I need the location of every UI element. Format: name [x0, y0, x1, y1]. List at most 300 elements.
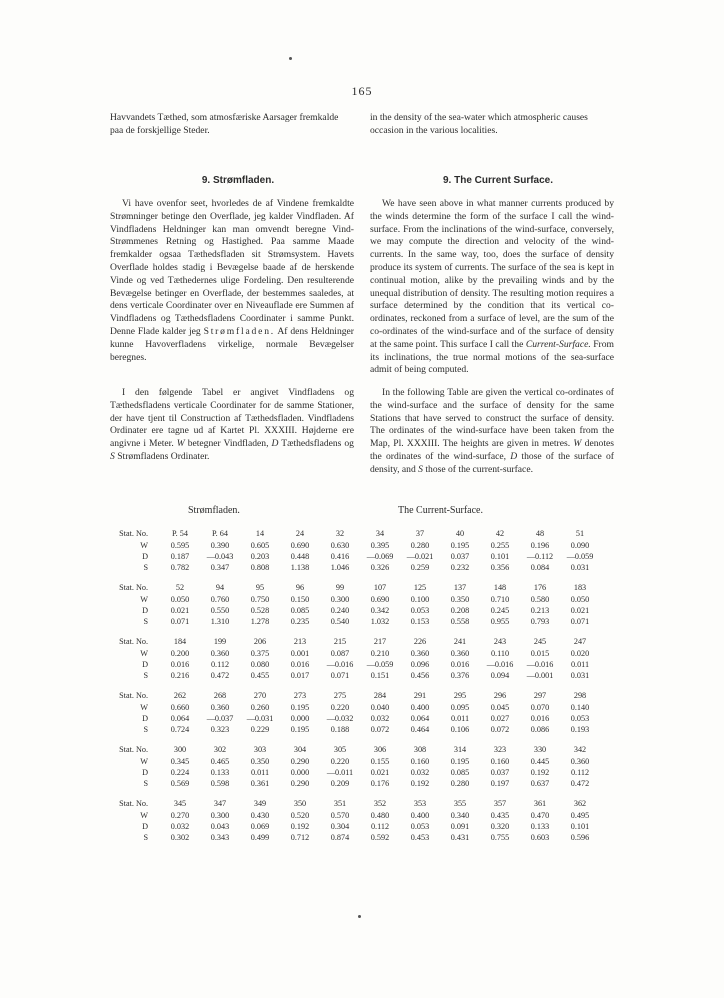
- table-cell: 0.220: [330, 703, 350, 712]
- table-cell: 0.043: [210, 822, 230, 831]
- row-label: S: [143, 671, 148, 680]
- table-cell: 0.192: [530, 768, 550, 777]
- table-cell: 0.724: [170, 725, 190, 734]
- table-cell: 0.072: [490, 725, 510, 734]
- right-p2-S: S: [418, 463, 423, 475]
- wind-row: [108, 649, 608, 660]
- table-cell: 0.395: [370, 541, 390, 550]
- table-cell: 0.053: [410, 822, 430, 831]
- left-p1: [110, 198, 354, 364]
- right-p2-W: W: [573, 438, 582, 450]
- table-cell: 0.072: [370, 725, 390, 734]
- table-cell: 361: [533, 799, 547, 808]
- table-cell: 0.195: [450, 541, 470, 550]
- table-cell: 0.304: [330, 822, 350, 831]
- table-cell: 34: [375, 529, 385, 538]
- table-cell: 0.090: [570, 541, 590, 550]
- table-cell: 0.782: [170, 563, 190, 572]
- table-cell: 125: [413, 583, 427, 592]
- table-cell: —0.043: [206, 552, 234, 561]
- table-cell: 0.197: [490, 779, 510, 788]
- table-header-right: The Current-Surface.: [398, 505, 483, 516]
- table-cell: 0.071: [570, 617, 590, 626]
- table-cell: 0.760: [210, 595, 230, 604]
- table-cell: 0.323: [210, 725, 230, 734]
- table-cell: 0.455: [250, 671, 270, 680]
- table-cell: 0.596: [570, 833, 590, 842]
- row-label: Stat. No.: [119, 529, 148, 538]
- table-cell: 308: [413, 745, 427, 754]
- table-cell: 0.350: [250, 757, 270, 766]
- table-cell: 270: [253, 691, 267, 700]
- table-cell: 0.320: [490, 822, 510, 831]
- table-cell: 351: [333, 799, 347, 808]
- table-cell: 0.660: [170, 703, 190, 712]
- table-cell: —0.016: [486, 660, 514, 669]
- table-cell: 0.071: [170, 617, 190, 626]
- table-cell: 0.095: [450, 703, 470, 712]
- table-cell: 1.278: [250, 617, 270, 626]
- density-row: [108, 822, 608, 833]
- density-row: [108, 606, 608, 617]
- right-heading: 9. The Current Surface.: [442, 175, 554, 186]
- table-cell: 0.045: [490, 703, 510, 712]
- row-label: S: [143, 833, 148, 842]
- table-cell: 0.027: [490, 714, 510, 723]
- wind-row: [108, 541, 608, 552]
- table-cell: 284: [373, 691, 387, 700]
- table-cell: 94: [215, 583, 225, 592]
- table-cell: 0.550: [210, 606, 230, 615]
- table-cell: 0.085: [290, 606, 310, 615]
- right-paragraph-1: [370, 198, 614, 377]
- table-cell: 0.195: [290, 725, 310, 734]
- left-paragraph-1: [110, 198, 354, 364]
- left-column: [110, 112, 354, 138]
- station-row: [108, 799, 608, 810]
- left-heading-wrap: [110, 175, 354, 188]
- table-cell: 0.416: [330, 552, 350, 561]
- left-p2-a: I den følgende Tabel er angivet Vindfladens og Tæthedsfladens verticale Coordinater for de samme Stationer, der have tjent til Construction af Tæthedsfladen. Vindfladens Ordinater ere tagne ud af Kartet Pl. XXXIII. Højderne ere angivne i Meter.: [110, 387, 354, 450]
- table-cell: 0.375: [250, 649, 270, 658]
- table-cell: 0.050: [170, 595, 190, 604]
- table-cell: 0.200: [170, 649, 190, 658]
- table-cell: 353: [413, 799, 427, 808]
- table-cell: 0.470: [530, 811, 550, 820]
- row-label: D: [142, 768, 148, 777]
- table-cell: 0.220: [330, 757, 350, 766]
- table-cell: 0.160: [410, 757, 430, 766]
- table-cell: 0.112: [370, 822, 390, 831]
- speck-bottom: [358, 915, 361, 918]
- table-cell: 0.499: [250, 833, 270, 842]
- left-p2-S: S: [110, 450, 115, 462]
- table-cell: 0.021: [370, 768, 390, 777]
- table-cell: 0.016: [290, 660, 310, 669]
- table-cell: —0.011: [326, 768, 354, 777]
- table-cell: 0.360: [450, 649, 470, 658]
- table-cell: 241: [453, 637, 467, 646]
- table-cell: 226: [413, 637, 427, 646]
- left-p2-W: W: [176, 438, 185, 450]
- table-cell: 268: [213, 691, 227, 700]
- table-cell: 0.245: [490, 606, 510, 615]
- left-p2: [110, 387, 354, 464]
- table-cell: 302: [213, 745, 227, 754]
- table-cell: 0.255: [490, 541, 510, 550]
- table-cell: 0.302: [170, 833, 190, 842]
- table-cell: 0.755: [490, 833, 510, 842]
- table-cell: 0.290: [290, 779, 310, 788]
- row-label: D: [142, 552, 148, 561]
- table-cell: 1.138: [290, 563, 310, 572]
- table-cell: 245: [533, 637, 547, 646]
- table-cell: 350: [293, 799, 307, 808]
- table-cell: 0.356: [490, 563, 510, 572]
- table-cell: —0.037: [206, 714, 234, 723]
- table-cell: 0.069: [250, 822, 270, 831]
- current-row: [108, 563, 608, 574]
- table-cell: 347: [213, 799, 227, 808]
- right-p1-a: We have seen above in what manner currents produced by the winds determine the form of the surface I call the wind-surface. From the inclinations of the wind-surface, conversely, we may compute the direction and velocity of the wind-currents. In the same way, too, does the surface of density produce its system of currents. The surface of the sea is kept in continual motion, alike by the prevailing winds and by the unequal distribution of density. The resulting motion requires a surface determined by the condition that its vertical co-ordinates, reckoned from a surface of level, are the sum of the co-ordinates of the wind-surface and of the surface of density at the same point. This surface I call the: [370, 198, 614, 350]
- table-cell: 345: [173, 799, 187, 808]
- table-cell: 0.208: [450, 606, 470, 615]
- table-cell: 0.040: [370, 703, 390, 712]
- table-cell: 0.347: [210, 563, 230, 572]
- table-cell: 0.465: [210, 757, 230, 766]
- row-label: D: [142, 606, 148, 615]
- table-cell: 0.064: [170, 714, 190, 723]
- table-cell: 0.808: [250, 563, 270, 572]
- table-cell: 0.032: [410, 768, 430, 777]
- table-cell: 0.360: [210, 649, 230, 658]
- density-row: [108, 660, 608, 671]
- table-cell: 0.011: [250, 768, 270, 777]
- station-row: [108, 691, 608, 702]
- table-cell: —0.112: [526, 552, 554, 561]
- row-label: S: [143, 617, 148, 626]
- row-label: W: [140, 649, 148, 658]
- table-cell: 0.472: [210, 671, 230, 680]
- table-cell: 0.110: [490, 649, 510, 658]
- table-cell: 0.874: [330, 833, 350, 842]
- row-label: Stat. No.: [119, 637, 148, 646]
- table-cell: 0.390: [210, 541, 230, 550]
- table-cell: 0.480: [370, 811, 390, 820]
- table-cell: 355: [453, 799, 467, 808]
- table-cell: 0.192: [290, 822, 310, 831]
- table-cell: 296: [493, 691, 507, 700]
- table-cell: 0.037: [490, 768, 510, 777]
- table-cell: 0.032: [370, 714, 390, 723]
- table-cell: 0.280: [450, 779, 470, 788]
- table-cell: 0.793: [530, 617, 550, 626]
- table-cell: 0.085: [450, 768, 470, 777]
- table-cell: 215: [333, 637, 347, 646]
- table-cell: 0.195: [290, 703, 310, 712]
- table-cell: 297: [533, 691, 547, 700]
- table-cell: 0.360: [410, 649, 430, 658]
- table-cell: 0.240: [330, 606, 350, 615]
- table-cell: 0.037: [450, 552, 470, 561]
- table-cell: —0.021: [406, 552, 434, 561]
- table-cell: 206: [253, 637, 267, 646]
- table-cell: P. 64: [212, 529, 228, 538]
- table-cell: 199: [213, 637, 227, 646]
- table-cell: 362: [573, 799, 587, 808]
- table-cell: 137: [453, 583, 467, 592]
- table-cell: 0.326: [370, 563, 390, 572]
- table-cell: 0.210: [370, 649, 390, 658]
- wind-row: [108, 757, 608, 768]
- table-cell: —0.059: [366, 660, 394, 669]
- table-cell: 0.133: [210, 768, 230, 777]
- table-cell: 0.015: [530, 649, 550, 658]
- table-cell: 0.187: [170, 552, 190, 561]
- table-cell: 0.203: [250, 552, 270, 561]
- table-cell: 0.011: [450, 714, 470, 723]
- table-cell: 0.050: [570, 595, 590, 604]
- table-cell: 1.310: [210, 617, 230, 626]
- right-p2-c: those of the surface of density, and: [370, 450, 614, 475]
- table-cell: 0.495: [570, 811, 590, 820]
- table-cell: 0.016: [170, 660, 190, 669]
- left-paragraph-2: [110, 387, 354, 464]
- table-cell: 0.343: [210, 833, 230, 842]
- wind-row: [108, 595, 608, 606]
- right-p2-D: D: [510, 450, 518, 462]
- table-cell: 342: [573, 745, 587, 754]
- table-cell: 0.360: [210, 703, 230, 712]
- table-cell: 0.153: [410, 617, 430, 626]
- table-cell: 0.598: [210, 779, 230, 788]
- right-intro-line-2: occasion in the various localities.: [370, 124, 498, 136]
- table-cell: 0.071: [330, 671, 350, 680]
- table-cell: 0.053: [410, 606, 430, 615]
- table-cell: 0.569: [170, 779, 190, 788]
- table-cell: —0.031: [246, 714, 274, 723]
- table-cell: 95: [255, 583, 265, 592]
- right-p2-a: In the following Table are given the vertical co-ordinates of the wind-surface and the surface of density for the same Stations that have served to construct the surface of density. The ordinates of the wind-surface have been taken from the Map, Pl. XXXIII. The heights are given in metres.: [370, 387, 614, 450]
- table-cell: 295: [453, 691, 467, 700]
- row-label: Stat. No.: [119, 691, 148, 700]
- table-cell: 217: [373, 637, 387, 646]
- table-cell: 0.031: [570, 563, 590, 572]
- table-cell: 0.091: [450, 822, 470, 831]
- table-cell: 0.020: [570, 649, 590, 658]
- table-cell: 0.106: [450, 725, 470, 734]
- table-cell: 0.150: [290, 595, 310, 604]
- table-cell: 40: [455, 529, 465, 538]
- table-cell: 298: [573, 691, 587, 700]
- table-cell: 0.400: [410, 703, 430, 712]
- table-cell: 0.096: [410, 660, 430, 669]
- table-cell: 0.176: [370, 779, 390, 788]
- table-cell: 0.280: [410, 541, 430, 550]
- station-row: [108, 583, 608, 594]
- row-label: S: [143, 779, 148, 788]
- table-cell: 0.345: [170, 757, 190, 766]
- current-row: [108, 725, 608, 736]
- current-row: [108, 779, 608, 790]
- table-cell: 243: [493, 637, 507, 646]
- table-cell: 183: [573, 583, 587, 592]
- table-cell: 0.224: [170, 768, 190, 777]
- table-cell: 0.053: [570, 714, 590, 723]
- table-cell: 52: [175, 583, 185, 592]
- table-cell: 0.342: [370, 606, 390, 615]
- table-cell: 0.160: [490, 757, 510, 766]
- table-cell: 0.031: [570, 671, 590, 680]
- table-cell: —0.069: [366, 552, 394, 561]
- left-intro-line-1: Havvandets Tæthed, som atmosfæriske Aarsager fremkalde: [110, 112, 339, 123]
- table-cell: 0.188: [330, 725, 350, 734]
- wind-row: [108, 811, 608, 822]
- table-cell: 0.032: [170, 822, 190, 831]
- station-row: [108, 745, 608, 756]
- table-cell: 0.151: [370, 671, 390, 680]
- table-cell: 0.300: [330, 595, 350, 604]
- right-paragraph-2: [370, 387, 614, 477]
- table-cell: 352: [373, 799, 387, 808]
- table-cell: 1.032: [370, 617, 390, 626]
- table-cell: 0.209: [330, 779, 350, 788]
- row-label: W: [140, 541, 148, 550]
- table-cell: 99: [335, 583, 345, 592]
- right-p2-d: those of the current-surface.: [425, 463, 533, 475]
- row-label: D: [142, 660, 148, 669]
- table-cell: 0.112: [210, 660, 230, 669]
- table-cell: 275: [333, 691, 347, 700]
- row-label: Stat. No.: [119, 745, 148, 754]
- table-cell: 32: [335, 529, 345, 538]
- table-cell: 37: [415, 529, 425, 538]
- table-cell: 213: [293, 637, 307, 646]
- row-label: Stat. No.: [119, 799, 148, 808]
- left-p1-a: Vi have ovenfor seet, hvorledes de af Vindene fremkaldte Strømninger betinge den Overflade, jeg kalder Vindfladen. Af Vindfladens Heldninger kan man omvendt beregne Vind-Strømmenes Retning og Hastighed. Paa samme Maade fremkalder ogsaa Tæthedsfladen sit Strømsystem. Havets Overflade holdes stadig i Bevægelse baade af de herskende Vinde og ved Tæthedernes ulige Fordeling. Den resulterende Bevægelse betinger en Overflade, der bestemmes saaledes, at dens verticale Coordinater over en Niveauflade ere Summen af Vindfladens og Tæthedsfladens Coordinater i samme Punkt. Denne Flade kalder jeg: [110, 198, 354, 337]
- table-cell: 107: [373, 583, 387, 592]
- density-row: [108, 552, 608, 563]
- row-label: W: [140, 595, 148, 604]
- table-cell: 0.595: [170, 541, 190, 550]
- row-label: W: [140, 757, 148, 766]
- table-cell: 0.690: [370, 595, 390, 604]
- table-cell: 0.270: [170, 811, 190, 820]
- table-cell: 0.430: [250, 811, 270, 820]
- right-p2: [370, 387, 614, 477]
- table-cell: 0.112: [570, 768, 590, 777]
- row-label: W: [140, 703, 148, 712]
- table-cell: 273: [293, 691, 307, 700]
- table-cell: 0.196: [530, 541, 550, 550]
- table-cell: 304: [293, 745, 307, 754]
- table-cell: 184: [173, 637, 187, 646]
- left-p1-term: Strømfladen.: [203, 325, 276, 337]
- table-cell: 0.001: [290, 649, 310, 658]
- table-cell: 0.017: [290, 671, 310, 680]
- table-cell: 0.080: [250, 660, 270, 669]
- current-row: [108, 833, 608, 844]
- table-cell: 0.101: [490, 552, 510, 561]
- table-cell: 0.087: [330, 649, 350, 658]
- table-cell: 262: [173, 691, 187, 700]
- wind-row: [108, 703, 608, 714]
- table-cell: 0.690: [290, 541, 310, 550]
- row-label: S: [143, 725, 148, 734]
- table-cell: 0.750: [250, 595, 270, 604]
- table-cell: 0.340: [450, 811, 470, 820]
- table-cell: 0.520: [290, 811, 310, 820]
- left-intro-line-2: paa de forskjellige Steder.: [110, 124, 210, 136]
- right-p1-b: From its inclinations, the true normal motions of the sea-surface admit of being computed.: [370, 338, 614, 376]
- table-cell: 0.637: [530, 779, 550, 788]
- table-cell: 0.195: [450, 757, 470, 766]
- table-cell: 0.580: [530, 595, 550, 604]
- table-cell: 247: [573, 637, 587, 646]
- table-cell: 0.445: [530, 757, 550, 766]
- table-cell: 0.712: [290, 833, 310, 842]
- table-cell: —0.032: [326, 714, 354, 723]
- table-cell: 0.528: [250, 606, 270, 615]
- table-cell: —0.059: [566, 552, 594, 561]
- table-cell: 291: [413, 691, 427, 700]
- table-cell: 0.016: [450, 660, 470, 669]
- table-cell: 357: [493, 799, 507, 808]
- table-cell: 148: [493, 583, 507, 592]
- table-cell: 0.084: [530, 563, 550, 572]
- table-cell: 0.086: [530, 725, 550, 734]
- row-label: D: [142, 822, 148, 831]
- table-header-left: Strømfladen.: [188, 505, 240, 516]
- left-p2-d: Strømfladens Ordinater.: [117, 450, 210, 462]
- table-cell: 0.710: [490, 595, 510, 604]
- table-cell: 42: [495, 529, 505, 538]
- table-cell: —0.001: [526, 671, 554, 680]
- right-p1: [370, 198, 614, 377]
- current-row: [108, 617, 608, 628]
- table-cell: 0.592: [370, 833, 390, 842]
- table-cell: 0.259: [410, 563, 430, 572]
- table-cell: 0.193: [570, 725, 590, 734]
- table-cell: 24: [295, 529, 305, 538]
- table-cell: 330: [533, 745, 547, 754]
- table-cell: 0.558: [450, 617, 470, 626]
- table-cell: 0.021: [570, 606, 590, 615]
- table-cell: 0.070: [530, 703, 550, 712]
- table-cell: 0.229: [250, 725, 270, 734]
- table-cell: 0.021: [170, 606, 190, 615]
- table-cell: —0.016: [526, 660, 554, 669]
- table-cell: 0.448: [290, 552, 310, 561]
- table-cell: 0.140: [570, 703, 590, 712]
- row-label: S: [143, 563, 148, 572]
- table-cell: 0.290: [290, 757, 310, 766]
- table-cell: 0.000: [290, 768, 310, 777]
- current-row: [108, 671, 608, 682]
- table-cell: 0.216: [170, 671, 190, 680]
- table-cell: 14: [255, 529, 265, 538]
- table-cell: 0.472: [570, 779, 590, 788]
- right-p2-b: denotes the ordinates of the wind-surface,: [370, 438, 614, 462]
- left-p2-c: Tæthedsfladens og: [281, 438, 354, 450]
- right-heading-wrap: [370, 175, 614, 188]
- table-cell: 0.456: [410, 671, 430, 680]
- station-row: [108, 637, 608, 648]
- table-cell: 0.094: [490, 671, 510, 680]
- density-row: [108, 768, 608, 779]
- table-cell: 0.955: [490, 617, 510, 626]
- table-cell: 0.376: [450, 671, 470, 680]
